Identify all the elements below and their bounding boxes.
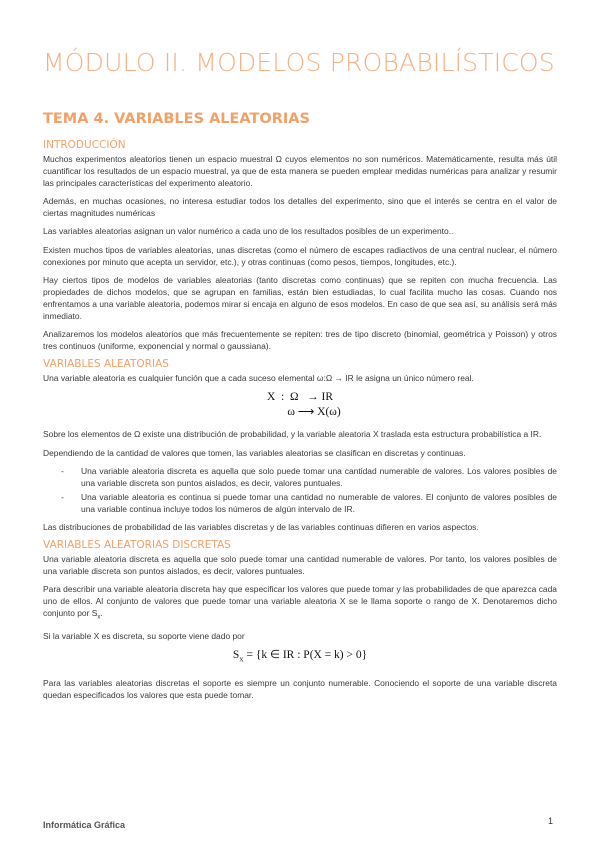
list-item [43, 491, 557, 515]
paragraph: Las distribuciones de probabilidad de las variables discretas y de las variables continuas difieren en varios aspectos. [43, 521, 479, 532]
subscript: x [97, 615, 101, 622]
paragraph: Existen muchos tipos de variables aleatorias, unas discretas (como el número de escapes radiactivos de una central nuclear, el número conexiones por minuto que acepta un servidor, etc.), y otras continuas (como pesos, tiempos, longitudes, etc.). [43, 244, 557, 267]
paragraph: Analizaremos los modelos aleatorios que más frecuentemente se repiten: tres de tipo discreto (binomial, geométrica y Poisson) y otros tres continuos (uniforme, exponencial y normal o gaussiana). [43, 329, 557, 352]
formula-line: ω ⟶ X(ω) [287, 406, 341, 419]
paragraph: Las variables aleatorias asignan un valor numérico a cada uno de los resultados posibles de un experimento.. [43, 226, 454, 237]
section-heading-variables-aleatorias-discretas: VARIABLES ALEATORIAS DISCRETAS [43, 539, 231, 552]
paragraph: Una variable aleatoria es cualquier función que a cada suceso elemental ω:Ω → IR le asigna un único número real. [43, 373, 474, 384]
paragraph: Una variable aleatoria discreta es aquella que solo puede tomar una cantidad numerable de valores. Por tanto, los valores posibles de una variable discreta son puntos aislados, es decir, valores puntuales. [43, 554, 557, 577]
formula-line: X : Ω → IR [266, 391, 334, 404]
list-item-text: Una variable aleatoria discreta es aquella que solo puede tomar una cantidad numerable de valores. Los valores posibles de una variable discreta son puntos aislados, es decir, valores puntuales. [81, 465, 557, 488]
footer-label: Informática Gráfica [43, 820, 126, 830]
formula-symbol: S [232, 649, 240, 662]
paragraph-text-end: . [100, 608, 103, 619]
bullet-dash: - [61, 491, 64, 502]
section-heading-variables-aleatorias: VARIABLES ALEATORIAS [43, 358, 169, 371]
module-title: MÓDULO II. MODELOS PROBABILÍSTICOS [43, 48, 555, 77]
paragraph [43, 583, 557, 624]
list-item [43, 465, 557, 489]
paragraph: Si la variable X es discreta, su soporte viene dado por [43, 631, 245, 642]
bullet-dash: - [61, 465, 64, 476]
section-heading-introduccion: INTRODUCCIÓN [43, 139, 126, 151]
paragraph: Muchos experimentos aleatorios tienen un espacio muestral Ω cuyos elementos no son numéricos. Matemáticamente, resulta más útil cuantificar los resultados de un espacio muestral, ya que de esta manera se pueden emplear medidas numéricas para analizar y resumir las principales características del experimento aleatorio. [43, 154, 557, 189]
paragraph: Hay ciertos tipos de modelos de variables aleatorias (tanto discretas como continuas) que se repiten con mucha frecuencia. Las propiedades de dichos modelos, que se agrupan en familias, están bien estudiadas, lo cual facilita mucho las cosas. Cuando nos enfrentamos a una variable aleatoria, podemos mirar si encaja en alguno de esos modelos. En caso de que sea así, su análisis será más inmediato. [43, 274, 557, 322]
formula-rest: = {k ∈ IR : P(X = k) > 0} [243, 649, 368, 662]
function-definition-formula [43, 390, 557, 420]
topic-title: TEMA 4. VARIABLES ALEATORIAS [43, 111, 310, 127]
paragraph: Además, en muchas ocasiones, no interesa estudiar todos los detalles del experimento, sino que el interés se centra en el valor de ciertas magnitudes numéricas [43, 196, 557, 219]
formula-subscript: X [239, 657, 244, 664]
paragraph: Dependiendo de la cantidad de valores que tomen, las variables aleatorias se clasifican en discretas y continuas. [43, 447, 466, 458]
paragraph: Sobre los elementos de Ω existe una distribución de probabilidad, y la variable aleatoria X traslada esta estructura probabilística a IR. [43, 429, 542, 440]
list-item-text: Una variable aleatoria es continua si puede tomar una cantidad no numerable de valores. El conjunto de valores posibles de una variable continua incluye todos los números de algún intervalo de IR. [81, 491, 557, 514]
bullet-list [43, 465, 557, 515]
support-formula [43, 648, 557, 668]
paragraph: Para las variables aleatorias discretas el soporte es siempre un conjunto numerable. Conociendo el soporte de una variable discreta quedan especificados los valores que esta puede tomar. [43, 677, 557, 700]
content-body [43, 139, 557, 707]
formula-line [43, 648, 557, 668]
paragraph-text: Para describir una variable aleatoria discreta hay que especificar los valores que puede tomar y las probabilidades de que aparezca cada uno de ellos. Al conjunto de valores que puede tomar una variable aleatoria X se le llama soporte o rango de X. Denotaremos dicho conjunto por S [43, 584, 557, 619]
page-number: 1 [548, 816, 554, 826]
